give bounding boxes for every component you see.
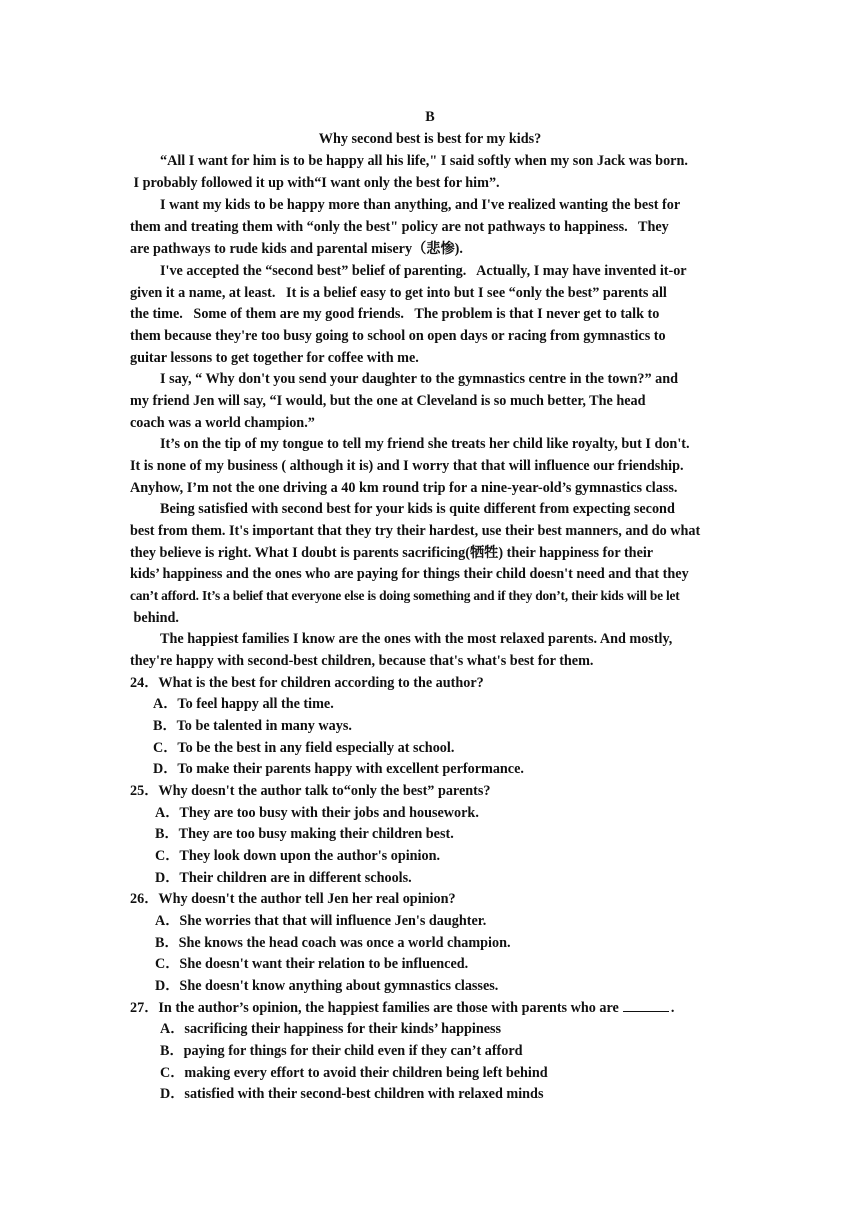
question-27-option-d[interactable]: D．satisfied with their second-best children with relaxed minds	[160, 1086, 544, 1102]
passage-line: are pathways to rude kids and parental misery（悲惨).	[130, 241, 463, 257]
passage-line: they believe is right. What I doubt is parents sacrificing(牺牲) their happiness for their	[130, 545, 654, 561]
question-24-option-c[interactable]: C．To be the best in any field especially at school.	[153, 740, 455, 756]
passage-line: given it a name, at least. It is a belief easy to get into but I see “only the best” parents all	[130, 285, 667, 301]
question-24-option-d[interactable]: D．To make their parents happy with excellent performance.	[153, 761, 524, 777]
passage-line: can’t afford. It’s a belief that everyone else is doing something and if they don’t, their kids will be let	[130, 588, 680, 603]
question-26-option-d[interactable]: D．She doesn't know anything about gymnastics classes.	[155, 978, 499, 994]
question-27-stem: 27．In the author’s opinion, the happiest families are those with parents who are	[130, 1000, 619, 1016]
question-24-stem: 24．What is the best for children according to the author?	[130, 675, 484, 691]
passage-line: them and treating them with “only the best" policy are not pathways to happiness. They	[130, 219, 669, 235]
passage-line: The happiest families I know are the ones with the most relaxed parents. And mostly,	[160, 631, 673, 647]
question-27-option-b[interactable]: B．paying for things for their child even if they can’t afford	[160, 1043, 523, 1059]
passage-line: It is none of my business ( although it is) and I worry that that will influence our friendship.	[130, 458, 684, 474]
passage-line: guitar lessons to get together for coffee with me.	[130, 350, 419, 366]
passage-line: them because they're too busy going to school on open days or racing from gymnastics to	[130, 328, 666, 344]
question-26-option-b[interactable]: B．She knows the head coach was once a world champion.	[155, 935, 511, 951]
question-27-option-a[interactable]: A．sacrificing their happiness for their kinds’ happiness	[160, 1021, 502, 1037]
passage-title: Why second best is best for my kids?	[318, 131, 542, 147]
passage-line: kids’ happiness and the ones who are paying for things their child doesn't need and that they	[130, 566, 689, 582]
passage-line: It’s on the tip of my tongue to tell my friend she treats her child like royalty, but I don't.	[160, 436, 690, 452]
question-27-stem-end: .	[670, 1000, 675, 1016]
question-27-option-c[interactable]: C．making every effort to avoid their children being left behind	[160, 1065, 548, 1081]
question-25-option-d[interactable]: D．Their children are in different schools.	[155, 870, 412, 886]
passage-line: I say, “ Why don't you send your daughter to the gymnastics centre in the town?” and	[160, 371, 679, 387]
passage-line: they're happy with second-best children, because that's what's best for them.	[130, 653, 594, 669]
question-25-option-c[interactable]: C．They look down upon the author's opinion.	[155, 848, 441, 864]
passage-line: Anyhow, I’m not the one driving a 40 km round trip for a nine-year-old’s gymnastics class.	[130, 480, 678, 496]
passage-line: behind.	[130, 610, 179, 626]
passage-line: I want my kids to be happy more than anything, and I've realized wanting the best for	[160, 197, 681, 213]
passage-line: best from them. It's important that they try their hardest, use their best manners, and do what	[130, 523, 701, 539]
question-26-option-c[interactable]: C．She doesn't want their relation to be influenced.	[155, 956, 469, 972]
passage-line: I've accepted the “second best” belief of parenting. Actually, I may have invented it-or	[160, 263, 687, 279]
passage-line: my friend Jen will say, “I would, but the one at Cleveland is so much better, The head	[130, 393, 646, 409]
question-25-option-a[interactable]: A．They are too busy with their jobs and housework.	[155, 805, 479, 821]
question-25-stem: 25．Why doesn't the author talk to“only the best” parents?	[130, 783, 491, 799]
passage-line: I probably followed it up with“I want only the best for him”.	[130, 175, 500, 191]
question-26-stem: 26．Why doesn't the author tell Jen her real opinion?	[130, 891, 456, 907]
passage-line: coach was a world champion.”	[130, 415, 315, 431]
question-25-option-b[interactable]: B．They are too busy making their children best.	[155, 826, 454, 842]
section-letter: B	[425, 109, 435, 125]
passage-line: the time. Some of them are my good friends. The problem is that I never get to talk to	[130, 306, 660, 322]
question-27-stem-line	[130, 999, 674, 1017]
question-24-option-b[interactable]: B．To be talented in many ways.	[153, 718, 352, 734]
question-26-option-a[interactable]: A．She worries that that will influence Jen's daughter.	[155, 913, 487, 929]
passage-line: Being satisfied with second best for your kids is quite different from expecting second	[160, 501, 675, 517]
passage-line: “All I want for him is to be happy all his life," I said softly when my son Jack was born.	[160, 153, 688, 169]
answer-blank[interactable]	[623, 999, 669, 1012]
question-24-option-a[interactable]: A．To feel happy all the time.	[153, 696, 334, 712]
